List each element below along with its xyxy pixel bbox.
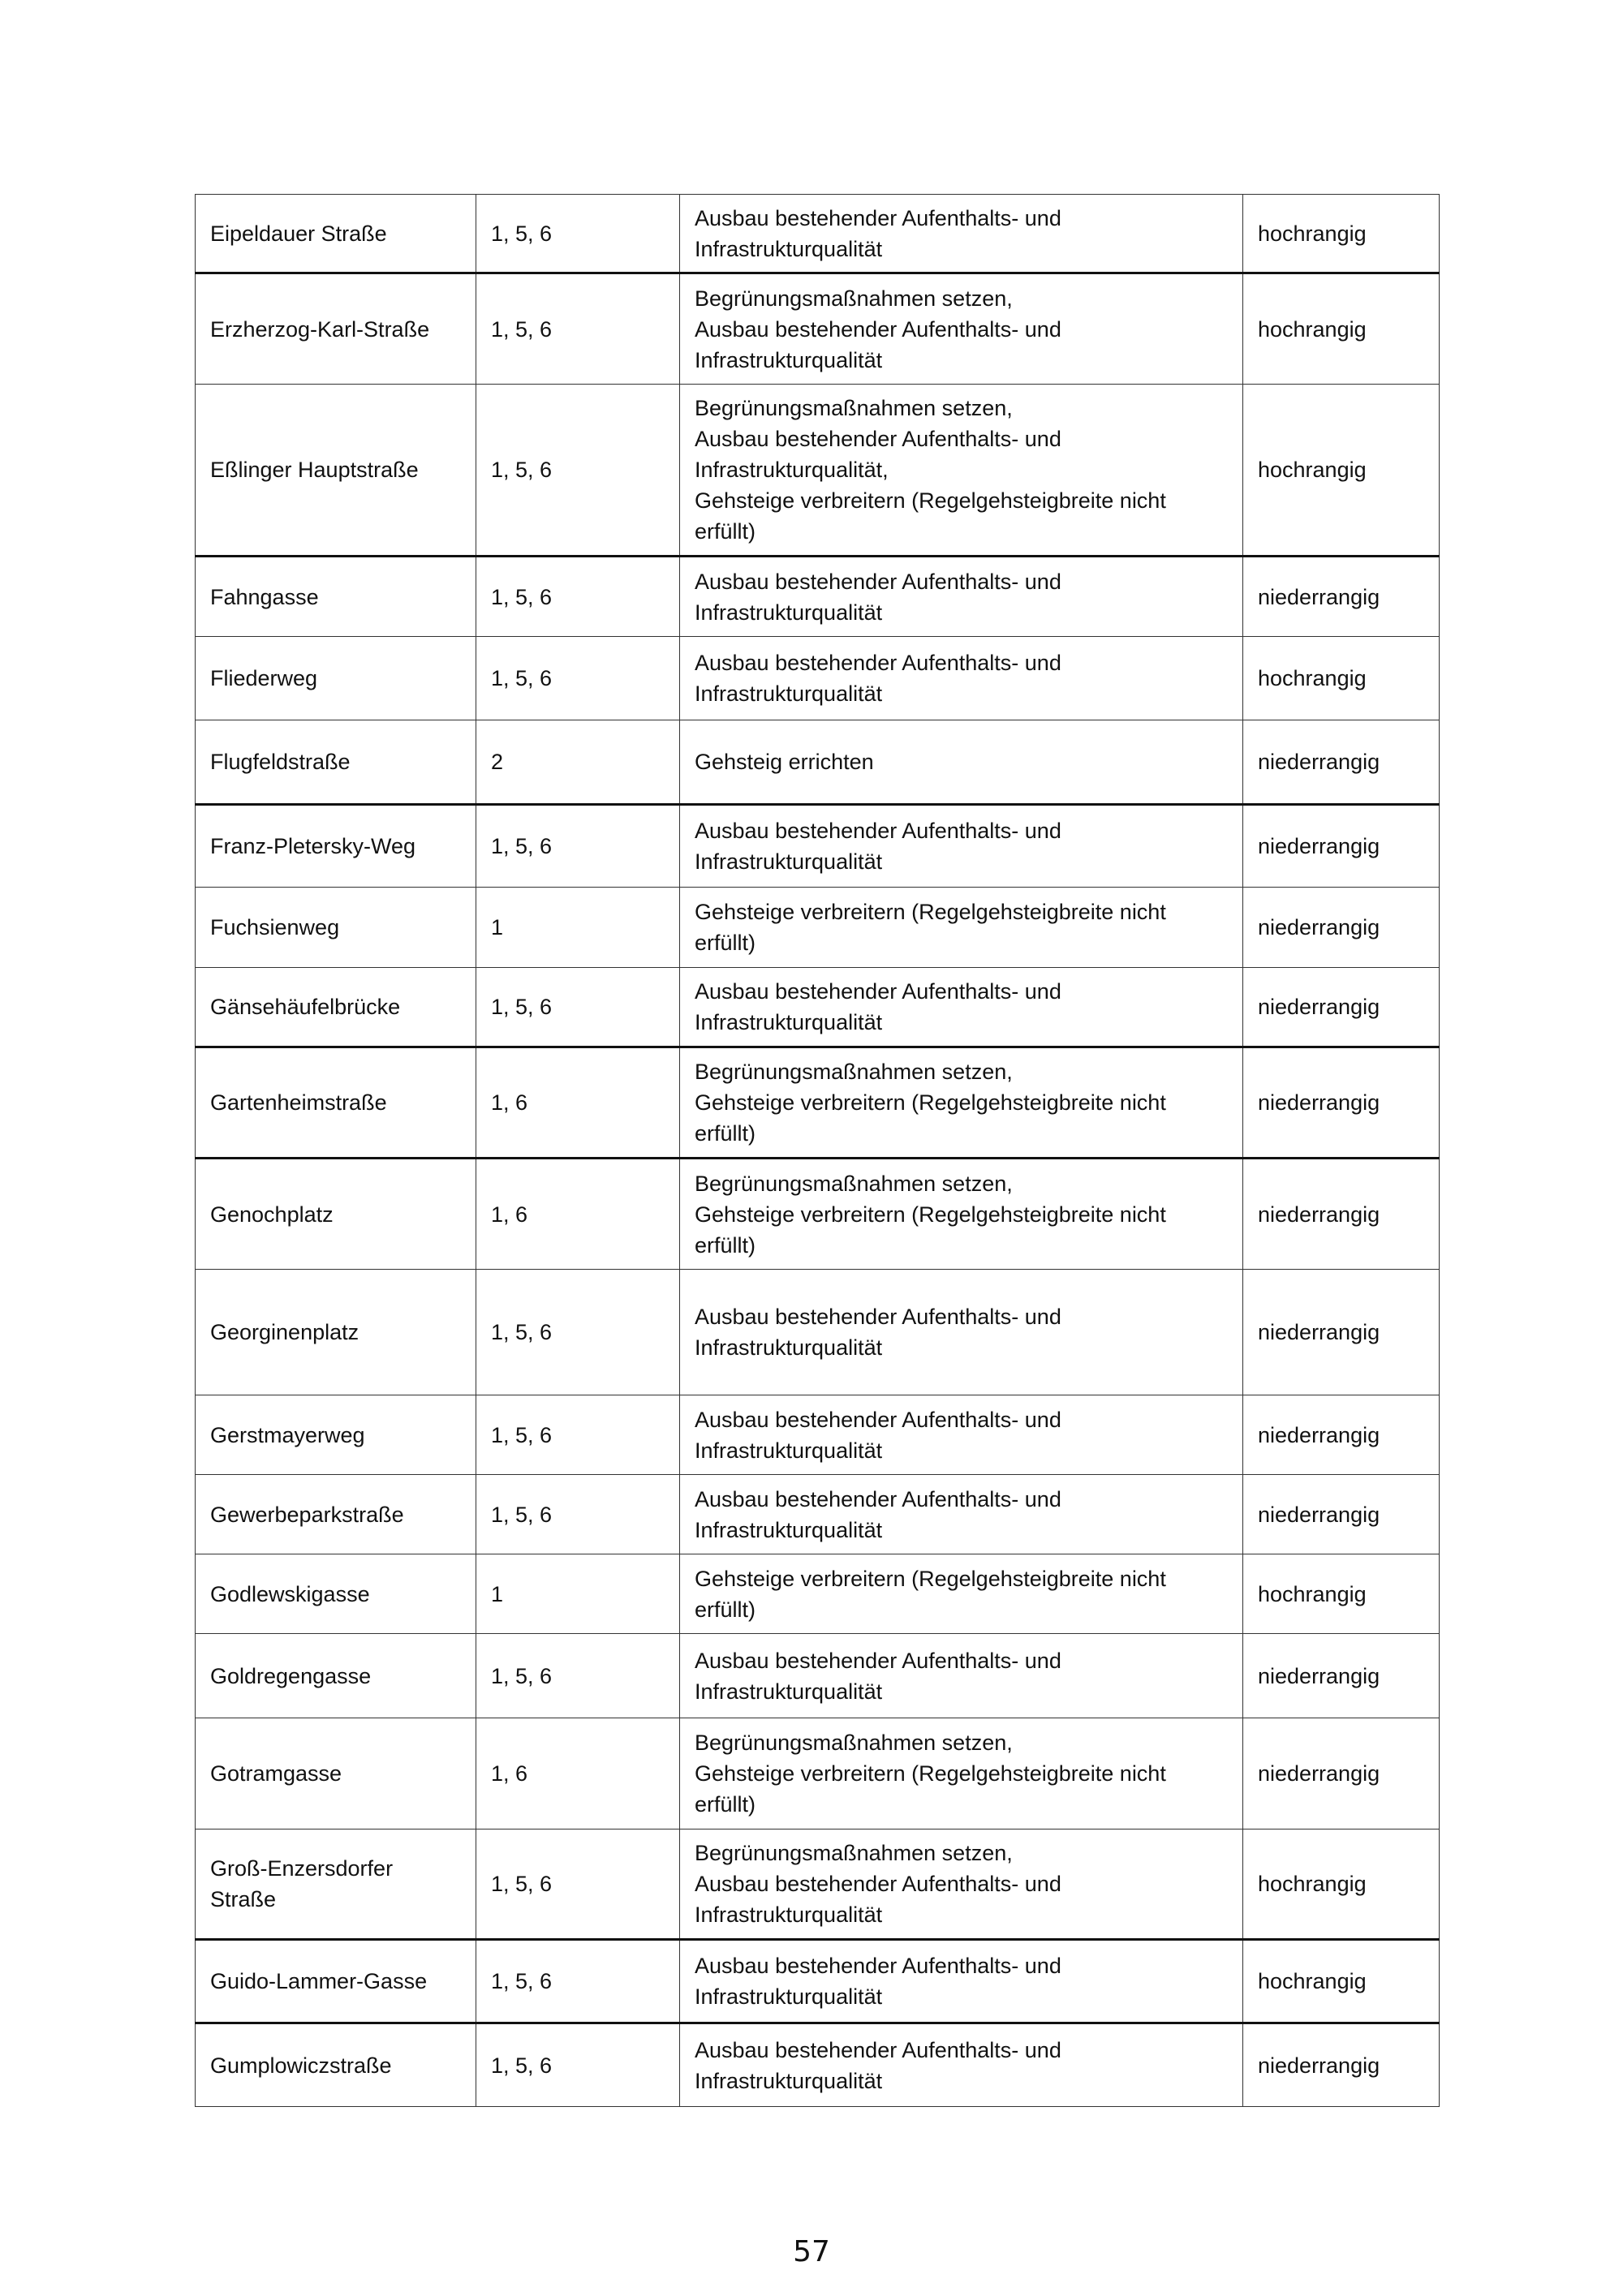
table-row (196, 1475, 1440, 1554)
table-row (196, 195, 1440, 273)
street-name-line: Goldregengasse (210, 1663, 372, 1688)
measures-line: Infrastrukturqualität (695, 1517, 883, 1542)
measures-line: Ausbau bestehender Aufenthalts- und (695, 1486, 1061, 1511)
street-name-cell (196, 1270, 476, 1395)
street-name-line: Flugfeldstraße (210, 750, 351, 774)
measures-line: Ausbau bestehender Aufenthalts- und (695, 1407, 1061, 1432)
street-measures-table (195, 194, 1440, 2107)
measures-cell (680, 1395, 1243, 1475)
rank-cell: niederrangig (1243, 1718, 1440, 1829)
table-row (196, 1940, 1440, 2023)
codes-cell: 1, 5, 6 (476, 968, 680, 1047)
codes-cell: 1, 5, 6 (476, 385, 680, 557)
measures-line: Gehsteige verbreitern (Regelgehsteigbreite nicht (695, 900, 1166, 924)
rank-cell: hochrangig (1243, 637, 1440, 720)
street-name-line: Eipeldauer Straße (210, 221, 387, 246)
measures-line: Gehsteige verbreitern (Regelgehsteigbreite nicht (695, 1566, 1166, 1591)
measures-line: Infrastrukturqualität (695, 600, 883, 625)
measures-cell (680, 1718, 1243, 1829)
table-row (196, 1634, 1440, 1718)
rank-cell: niederrangig (1243, 1475, 1440, 1554)
street-name-line: Franz-Pletersky-Weg (210, 834, 416, 858)
street-name-line: Fliederweg (210, 666, 318, 690)
codes-cell: 1, 5, 6 (476, 637, 680, 720)
street-name-cell (196, 1159, 476, 1270)
codes-cell: 1, 5, 6 (476, 2023, 680, 2107)
codes-cell: 1, 6 (476, 1718, 680, 1829)
street-name-line: Gewerbeparkstraße (210, 1502, 404, 1527)
measures-line: Begrünungsmaßnahmen setzen, (695, 286, 1013, 311)
measures-cell (680, 637, 1243, 720)
codes-cell: 2 (476, 720, 680, 805)
measures-line: Infrastrukturqualität (695, 849, 883, 874)
measures-line: Infrastrukturqualität (695, 1438, 883, 1463)
street-name-cell (196, 720, 476, 805)
codes-cell: 1, 5, 6 (476, 1395, 680, 1475)
measures-line: Gehsteige verbreitern (Regelgehsteigbreite nicht (695, 488, 1166, 513)
measures-line: Begrünungsmaßnahmen setzen, (695, 1731, 1013, 1755)
measures-line: Begrünungsmaßnahmen setzen, (695, 1841, 1013, 1865)
codes-cell: 1, 5, 6 (476, 1940, 680, 2023)
measures-cell (680, 1047, 1243, 1159)
street-name-line: Straße (210, 1887, 277, 1911)
measures-line: Begrünungsmaßnahmen setzen, (695, 1171, 1013, 1196)
measures-line: Infrastrukturqualität (695, 236, 883, 261)
table-row (196, 1554, 1440, 1634)
measures-cell (680, 2023, 1243, 2107)
measures-line: Infrastrukturqualität (695, 1679, 883, 1704)
measures-line: Ausbau bestehender Aufenthalts- und (695, 1648, 1061, 1673)
rank-cell: hochrangig (1243, 1554, 1440, 1634)
table-row (196, 805, 1440, 888)
rank-cell: niederrangig (1243, 805, 1440, 888)
measures-cell (680, 968, 1243, 1047)
codes-cell: 1, 6 (476, 1159, 680, 1270)
table-row (196, 1395, 1440, 1475)
measures-line: erfüllt) (695, 931, 756, 955)
measures-line: Ausbau bestehender Aufenthalts- und (695, 1305, 1061, 1329)
street-name-line: Gänsehäufelbrücke (210, 995, 401, 1019)
table-row (196, 1047, 1440, 1159)
street-name-line: Fuchsienweg (210, 915, 340, 939)
measures-line: Ausbau bestehender Aufenthalts- und (695, 427, 1061, 451)
street-name-cell (196, 2023, 476, 2107)
street-name-cell (196, 1718, 476, 1829)
codes-cell: 1, 5, 6 (476, 273, 680, 385)
street-name-cell (196, 1554, 476, 1634)
measures-line: Infrastrukturqualität (695, 1335, 883, 1360)
measures-cell (680, 1475, 1243, 1554)
rank-cell: hochrangig (1243, 1829, 1440, 1940)
measures-line: Infrastrukturqualität (695, 347, 883, 372)
measures-cell (680, 1270, 1243, 1395)
street-name-line: Fahngasse (210, 584, 319, 609)
measures-line: Infrastrukturqualität (695, 1984, 883, 2009)
street-name-cell (196, 557, 476, 637)
measures-line: Infrastrukturqualität (695, 2068, 883, 2093)
codes-cell: 1, 5, 6 (476, 1829, 680, 1940)
measures-cell (680, 1159, 1243, 1270)
measures-line: Ausbau bestehender Aufenthalts- und (695, 1954, 1061, 1978)
rank-cell: niederrangig (1243, 888, 1440, 968)
street-name-cell (196, 1634, 476, 1718)
table-row (196, 637, 1440, 720)
table-row (196, 1718, 1440, 1829)
street-name-line: Erzherzog-Karl-Straße (210, 316, 430, 342)
measures-line: Begrünungsmaßnahmen setzen, (695, 1060, 1013, 1084)
table-row (196, 968, 1440, 1047)
rank-cell: niederrangig (1243, 1270, 1440, 1395)
street-name-line: Georginenplatz (210, 1320, 359, 1344)
rank-cell: niederrangig (1243, 1047, 1440, 1159)
street-name-cell (196, 805, 476, 888)
codes-cell: 1, 5, 6 (476, 195, 680, 273)
codes-cell: 1, 5, 6 (476, 1634, 680, 1718)
rank-cell: niederrangig (1243, 557, 1440, 637)
street-name-line: Godlewskigasse (210, 1581, 370, 1606)
street-name-cell (196, 1395, 476, 1475)
measures-line: Infrastrukturqualität, (695, 458, 889, 482)
rank-cell: niederrangig (1243, 2023, 1440, 2107)
measures-cell (680, 1940, 1243, 2023)
table-row (196, 2023, 1440, 2107)
table-row (196, 557, 1440, 637)
street-name-cell (196, 385, 476, 557)
table-row (196, 720, 1440, 805)
measures-cell (680, 1829, 1243, 1940)
rank-cell: hochrangig (1243, 195, 1440, 273)
street-name-cell (196, 273, 476, 385)
street-name-line: Genochplatz (210, 1202, 334, 1227)
codes-cell: 1, 5, 6 (476, 557, 680, 637)
street-name-line: Gotramgasse (210, 1761, 342, 1786)
rank-cell: niederrangig (1243, 1634, 1440, 1718)
street-name-line: Gartenheimstraße (210, 1090, 387, 1115)
table-row (196, 1159, 1440, 1270)
measures-line: Infrastrukturqualität (695, 681, 883, 706)
street-name-line: Gerstmayerweg (210, 1422, 365, 1447)
table-row (196, 385, 1440, 557)
rank-cell: hochrangig (1243, 273, 1440, 385)
page-number: 57 (793, 2235, 830, 2268)
codes-cell: 1, 5, 6 (476, 1475, 680, 1554)
table-row (196, 1829, 1440, 1940)
street-name-cell (196, 195, 476, 273)
measures-line: erfüllt) (695, 1597, 756, 1622)
street-name-cell (196, 1940, 476, 2023)
table-row (196, 1270, 1440, 1395)
measures-cell (680, 888, 1243, 968)
rank-cell: niederrangig (1243, 968, 1440, 1047)
rank-cell: niederrangig (1243, 1159, 1440, 1270)
codes-cell: 1, 5, 6 (476, 805, 680, 888)
rank-cell: niederrangig (1243, 720, 1440, 805)
street-name-line: Groß-Enzersdorfer (210, 1856, 394, 1881)
rank-cell: hochrangig (1243, 385, 1440, 557)
measures-line: erfüllt) (695, 1121, 756, 1146)
street-name-cell (196, 1829, 476, 1940)
table-row (196, 888, 1440, 968)
street-name-cell (196, 1475, 476, 1554)
codes-cell: 1, 6 (476, 1047, 680, 1159)
street-name-cell (196, 888, 476, 968)
codes-cell: 1 (476, 888, 680, 968)
rank-cell: hochrangig (1243, 1940, 1440, 2023)
measures-line: Ausbau bestehender Aufenthalts- und (695, 819, 1061, 843)
measures-cell (680, 1554, 1243, 1634)
measures-line: Gehsteige verbreitern (Regelgehsteigbreite nicht (695, 1090, 1166, 1115)
street-name-line: Eßlinger Hauptstraße (210, 458, 419, 482)
street-name-cell (196, 637, 476, 720)
street-name-cell (196, 968, 476, 1047)
measures-line: Ausbau bestehender Aufenthalts- und (695, 2037, 1061, 2062)
street-name-line: Guido-Lammer-Gasse (210, 1969, 428, 1993)
measures-cell (680, 1634, 1243, 1718)
rank-cell: niederrangig (1243, 1395, 1440, 1475)
measures-cell (680, 720, 1243, 805)
street-name-line: Gumplowiczstraße (210, 2053, 392, 2078)
measures-cell (680, 273, 1243, 385)
measures-line: Infrastrukturqualität (695, 1010, 883, 1034)
measures-line: Gehsteig errichten (695, 750, 874, 774)
measures-line: Ausbau bestehender Aufenthalts- und (695, 316, 1061, 342)
measures-line: Ausbau bestehender Aufenthalts- und (695, 1872, 1061, 1896)
measures-line: erfüllt) (695, 519, 756, 544)
measures-cell (680, 805, 1243, 888)
measures-cell (680, 557, 1243, 637)
table-row (196, 273, 1440, 385)
measures-line: Gehsteige verbreitern (Regelgehsteigbreite nicht (695, 1761, 1166, 1786)
measures-cell (680, 385, 1243, 557)
measures-line: erfüllt) (695, 1232, 756, 1258)
street-name-cell (196, 1047, 476, 1159)
measures-line: Ausbau bestehender Aufenthalts- und (695, 979, 1061, 1004)
codes-cell: 1, 5, 6 (476, 1270, 680, 1395)
measures-line: erfüllt) (695, 1792, 756, 1817)
codes-cell: 1 (476, 1554, 680, 1634)
measures-cell (680, 195, 1243, 273)
measures-line: Infrastrukturqualität (695, 1903, 883, 1927)
measures-line: Ausbau bestehender Aufenthalts- und (695, 651, 1061, 675)
measures-line: Ausbau bestehender Aufenthalts- und (695, 205, 1061, 230)
measures-line: Begrünungsmaßnahmen setzen, (695, 396, 1013, 420)
measures-line: Gehsteige verbreitern (Regelgehsteigbreite nicht (695, 1202, 1166, 1227)
measures-line: Ausbau bestehender Aufenthalts- und (695, 569, 1061, 594)
